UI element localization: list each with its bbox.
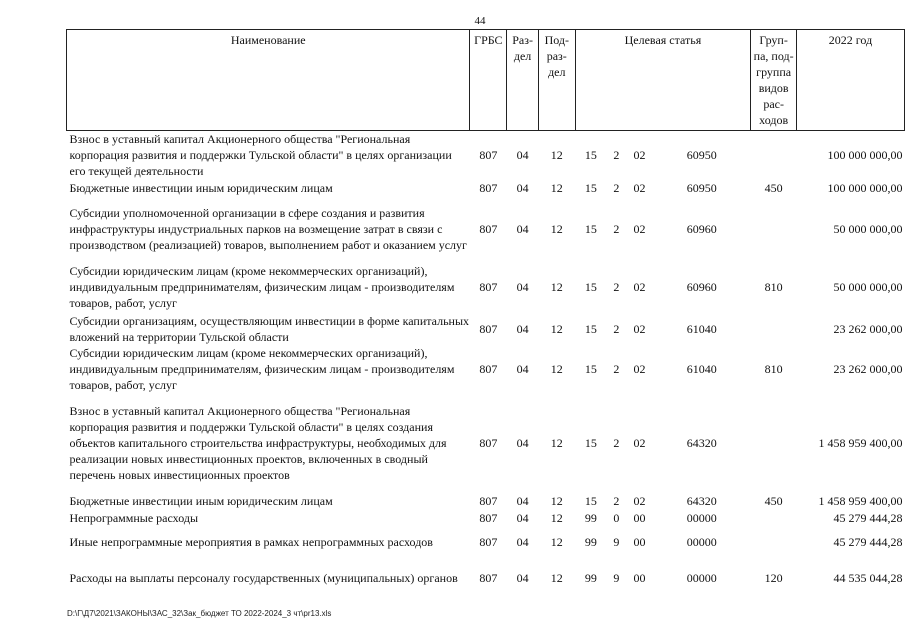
- row-expense-group: 810: [764, 280, 783, 294]
- row-razdel: 04: [516, 435, 529, 450]
- row-target-3: 02: [633, 222, 646, 236]
- row-razdel: 04: [516, 535, 529, 549]
- table-row: [67, 526, 905, 558]
- row-expense-group: [751, 312, 797, 345]
- row-grbs: 807: [479, 510, 498, 525]
- row-target-3: 00: [633, 535, 646, 549]
- row-grbs: 807: [479, 362, 498, 376]
- row-target-1: 99: [584, 571, 597, 585]
- row-grbs: 807: [479, 180, 498, 195]
- row-target-3: 02: [633, 148, 646, 162]
- row-expense-group: 450: [764, 180, 783, 195]
- table-row: [67, 312, 905, 345]
- row-grbs: 807: [479, 222, 498, 236]
- table-row: [67, 492, 905, 509]
- row-podrazdel: 12: [550, 222, 563, 236]
- row-podrazdel: 12: [550, 571, 563, 585]
- budget-table: [66, 29, 905, 598]
- row-name: Расходы на выплаты персоналу государственных (муниципальных) органов: [69, 571, 458, 585]
- header-grbs: ГРБС: [470, 30, 507, 131]
- table-row: [67, 131, 905, 180]
- table-header-row: [67, 30, 905, 131]
- row-expense-group: [751, 196, 797, 262]
- row-target-1: 15: [584, 435, 597, 450]
- row-expense-group: 120: [764, 571, 783, 585]
- row-razdel: 04: [516, 280, 529, 294]
- row-razdel: 04: [516, 510, 529, 525]
- row-target-4: 61040: [686, 321, 717, 336]
- row-target-3: 02: [633, 180, 646, 195]
- row-name: Субсидии организациям, осуществляющим инвестиции в форме капитальных вложений на территории Тульской области: [69, 313, 470, 344]
- table-row: [67, 196, 905, 262]
- header-year: 2022 год: [797, 30, 905, 131]
- row-target-1: 15: [584, 280, 597, 294]
- row-target-3: 00: [633, 571, 646, 585]
- row-name: Взнос в уставный капитал Акционерного общества "Региональная корпорация развития и поддержки Тульской области" в целях создания объектов капитального строительства инфраструктуры, необходимых для реализации новых инвестиционных проектов, включенных в сводный перечень новых инвестиционных проектов: [69, 403, 447, 482]
- row-name: Бюджетные инвестиции иным юридическим лицам: [69, 180, 333, 195]
- row-name: Непрограммные расходы: [69, 510, 199, 525]
- row-target-3: 02: [633, 435, 646, 450]
- row-grbs: 807: [479, 280, 498, 294]
- header-expense-group: Груп- па, под- группа видов рас- ходов: [751, 30, 797, 131]
- row-grbs: 807: [479, 435, 498, 450]
- table-row: [67, 262, 905, 312]
- row-razdel: 04: [516, 362, 529, 376]
- row-podrazdel: 12: [550, 321, 563, 336]
- row-name: Иные непрограммные мероприятия в рамках непрограммных расходов: [69, 535, 433, 549]
- row-amount: 23 262 000,00: [833, 321, 903, 336]
- page-number: 44: [474, 15, 486, 27]
- row-target-3: 02: [633, 493, 646, 508]
- row-podrazdel: 12: [550, 280, 563, 294]
- row-amount: 23 262 000,00: [833, 362, 903, 376]
- row-target-4: 64320: [686, 493, 717, 508]
- row-expense-group: 810: [764, 362, 783, 376]
- row-podrazdel: 12: [550, 493, 563, 508]
- row-razdel: 04: [516, 571, 529, 585]
- row-amount: 44 535 044,28: [833, 571, 903, 585]
- row-target-2: 0: [613, 510, 620, 525]
- row-name: Субсидии юридическим лицам (кроме некоммерческих организаций), индивидуальным предпринимателям, физическим лицам - производителям товаров, работ, услуг: [69, 346, 455, 392]
- row-target-4: 00000: [686, 571, 717, 585]
- row-expense-group: 450: [764, 493, 783, 508]
- row-grbs: 807: [479, 535, 498, 549]
- row-podrazdel: 12: [550, 180, 563, 195]
- row-target-3: 02: [633, 280, 646, 294]
- row-target-2: 2: [613, 435, 620, 450]
- row-target-1: 15: [584, 493, 597, 508]
- row-razdel: 04: [516, 148, 529, 162]
- row-expense-group: [751, 393, 797, 492]
- header-razdel: Раз- дел: [507, 30, 539, 131]
- row-amount: 45 279 444,28: [833, 510, 903, 525]
- row-amount: 50 000 000,00: [833, 222, 903, 236]
- row-expense-group: [751, 526, 797, 558]
- row-target-4: 60950: [686, 180, 717, 195]
- row-target-4: 60960: [686, 222, 717, 236]
- row-target-1: 15: [584, 148, 597, 162]
- row-grbs: 807: [479, 493, 498, 508]
- row-podrazdel: 12: [550, 362, 563, 376]
- row-amount: 1 458 959 400,00: [818, 435, 903, 450]
- row-amount: 1 458 959 400,00: [818, 493, 903, 508]
- header-name: Наименование: [67, 30, 470, 131]
- header-target-article: Целевая статья: [575, 30, 751, 131]
- row-target-3: 02: [633, 362, 646, 376]
- row-target-1: 15: [584, 362, 597, 376]
- row-target-1: 99: [584, 510, 597, 525]
- row-target-1: 99: [584, 535, 597, 549]
- row-name: Субсидии уполномоченной организации в сфере создания и развития инфраструктуры индустриальных парков на возмещение затрат в связи с производством (реализацией) товаров, выполнением работ и оказанием услуг: [69, 206, 467, 252]
- row-target-2: 9: [613, 571, 620, 585]
- row-target-2: 2: [613, 180, 620, 195]
- row-target-2: 2: [613, 321, 620, 336]
- table-row: [67, 345, 905, 393]
- header-podrazdel: Под- раз- дел: [538, 30, 575, 131]
- row-amount: 50 000 000,00: [833, 280, 903, 294]
- row-name: Взнос в уставный капитал Акционерного общества "Региональная корпорация развития и поддержки Тульской области" в целях организации его текущей деятельности: [69, 132, 452, 178]
- table-row: [67, 558, 905, 598]
- row-target-4: 00000: [686, 510, 717, 525]
- row-target-1: 15: [584, 180, 597, 195]
- row-podrazdel: 12: [550, 148, 563, 162]
- row-target-3: 02: [633, 321, 646, 336]
- row-razdel: 04: [516, 321, 529, 336]
- row-target-2: 2: [613, 222, 620, 236]
- row-razdel: 04: [516, 222, 529, 236]
- row-target-2: 2: [613, 362, 620, 376]
- row-grbs: 807: [479, 571, 498, 585]
- row-podrazdel: 12: [550, 510, 563, 525]
- row-podrazdel: 12: [550, 435, 563, 450]
- file-path-footer: D:\Г\Д7\2021\ЗАКОНЫ\ЗАС_32\Зак_бюджет ТО 2022-2024_3 чт\pr13.xls: [67, 609, 332, 618]
- row-target-2: 9: [613, 535, 620, 549]
- row-name: Субсидии юридическим лицам (кроме некоммерческих организаций), индивидуальным предпринимателям, физическим лицам - производителям товаров, работ, услуг: [69, 264, 455, 310]
- row-target-4: 64320: [686, 435, 717, 450]
- table-row: [67, 179, 905, 196]
- row-amount: 100 000 000,00: [827, 148, 903, 162]
- row-amount: 100 000 000,00: [827, 180, 903, 195]
- row-grbs: 807: [479, 148, 498, 162]
- row-grbs: 807: [479, 321, 498, 336]
- row-podrazdel: 12: [550, 535, 563, 549]
- row-amount: 45 279 444,28: [833, 535, 903, 549]
- row-razdel: 04: [516, 180, 529, 195]
- row-name: Бюджетные инвестиции иным юридическим лицам: [69, 493, 333, 508]
- table-row: [67, 393, 905, 492]
- row-target-4: 60950: [686, 148, 717, 162]
- row-target-1: 15: [584, 321, 597, 336]
- row-target-4: 61040: [686, 362, 717, 376]
- row-target-1: 15: [584, 222, 597, 236]
- row-target-2: 2: [613, 280, 620, 294]
- row-razdel: 04: [516, 493, 529, 508]
- row-target-4: 60960: [686, 280, 717, 294]
- row-target-2: 2: [613, 148, 620, 162]
- row-expense-group: [751, 509, 797, 526]
- row-target-4: 00000: [686, 535, 717, 549]
- row-target-3: 00: [633, 510, 646, 525]
- row-expense-group: [751, 131, 797, 180]
- table-row: [67, 509, 905, 526]
- row-target-2: 2: [613, 493, 620, 508]
